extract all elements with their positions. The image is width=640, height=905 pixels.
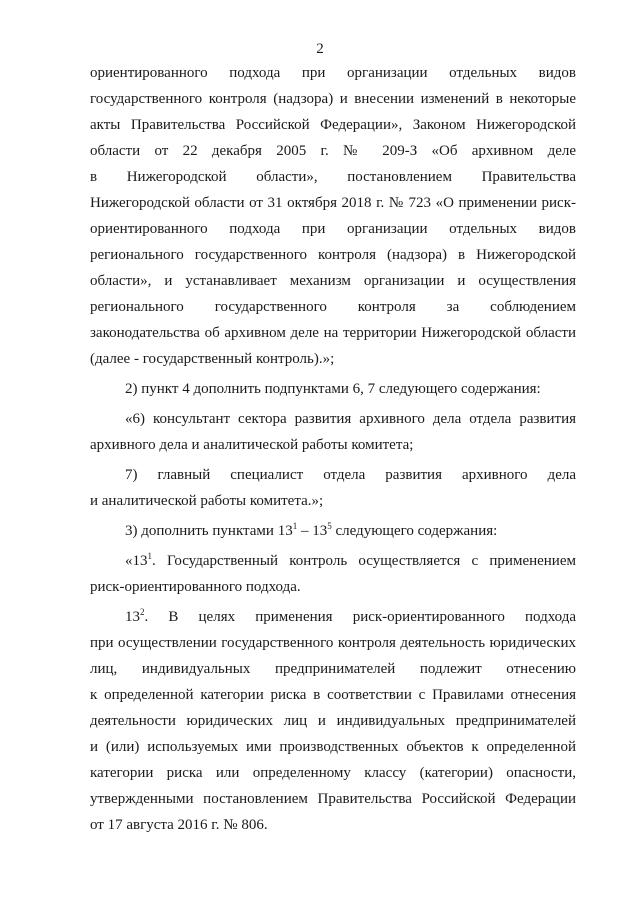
paragraph-continuation	[90, 60, 576, 372]
text-line: 2) пункт 4 дополнить подпунктами 6, 7 следующего содержания:	[125, 381, 541, 397]
text-line	[90, 548, 576, 574]
text-line: (далее - государственный контроль).»;	[90, 351, 335, 367]
text-line: риск-ориентированного подхода.	[90, 579, 301, 595]
text-run: . В целях применения риск-ориентированного подхода	[144, 609, 576, 625]
text-line: области от 22 декабря 2005 г. № 209-З «Об архивном деле	[90, 143, 576, 159]
text-line	[90, 518, 576, 544]
text-run: . Государственный контроль осуществляется с применением	[152, 553, 576, 569]
text-line	[90, 604, 576, 630]
superscript: 2	[140, 607, 145, 617]
text-line: ориентированного подхода при организации отдельных видов	[90, 65, 576, 81]
paragraph-item-3	[90, 518, 576, 544]
text-run: 3) дополнить пунктами 13	[125, 523, 293, 539]
text-line: от 17 августа 2016 г. № 806.	[90, 817, 268, 833]
paragraph-13-1	[90, 548, 576, 600]
text-line: регионального государственного контроля (надзора) в Нижегородской	[90, 247, 576, 263]
superscript: 1	[147, 551, 152, 561]
text-line: в Нижегородской области», постановлением Правительства	[90, 169, 576, 185]
text-line: 7) главный специалист отдела развития архивного дела	[125, 467, 576, 483]
text-line: Нижегородской области от 31 октября 2018 г. № 723 «О применении риск-	[90, 195, 576, 211]
text-line: категории риска или определенному классу (категории) опасности,	[90, 765, 576, 781]
text-run: «13	[125, 553, 148, 569]
text-line: ориентированного подхода при организации отдельных видов	[90, 221, 576, 237]
paragraph-subitem-6	[90, 406, 576, 458]
text-line: и аналитической работы комитета.»;	[90, 493, 324, 509]
text-line: деятельности юридических лиц и индивидуальных предпринимателей	[90, 713, 576, 729]
paragraph-13-2	[90, 604, 576, 838]
page-number: 2	[316, 41, 324, 57]
text-line: законодательства об архивном деле на территории Нижегородской области	[90, 325, 576, 341]
text-line: государственного контроля (надзора) и внесении изменений в некоторые	[90, 91, 576, 107]
text-line: архивного дела и аналитической работы комитета;	[90, 437, 414, 453]
text-line: к определенной категории риска в соответствии с Правилами отнесения	[90, 687, 576, 703]
text-line: утвержденными постановлением Правительства Российской Федерации	[90, 791, 576, 807]
text-line: акты Правительства Российской Федерации», Законом Нижегородской	[90, 117, 576, 133]
text-line: и (или) используемых ими производственных объектов к определенной	[90, 739, 576, 755]
text-line: области», и устанавливает механизм организации и осуществления	[90, 273, 576, 289]
text-run: 13	[125, 609, 140, 625]
superscript: 5	[327, 521, 332, 531]
text-run: следующего содержания:	[331, 523, 498, 539]
document-body	[90, 60, 576, 838]
text-line: «6) консультант сектора развития архивного дела отдела развития	[125, 411, 576, 427]
text-line: регионального государственного контроля за соблюдением	[90, 299, 576, 315]
text-line: при осуществлении государственного контроля деятельность юридических	[90, 635, 576, 651]
paragraph-item-2	[90, 376, 576, 402]
text-run: – 13	[297, 523, 328, 539]
superscript: 1	[292, 521, 298, 531]
text-line: лиц, индивидуальных предпринимателей подлежит отнесению	[90, 661, 576, 677]
paragraph-subitem-7	[90, 462, 576, 514]
